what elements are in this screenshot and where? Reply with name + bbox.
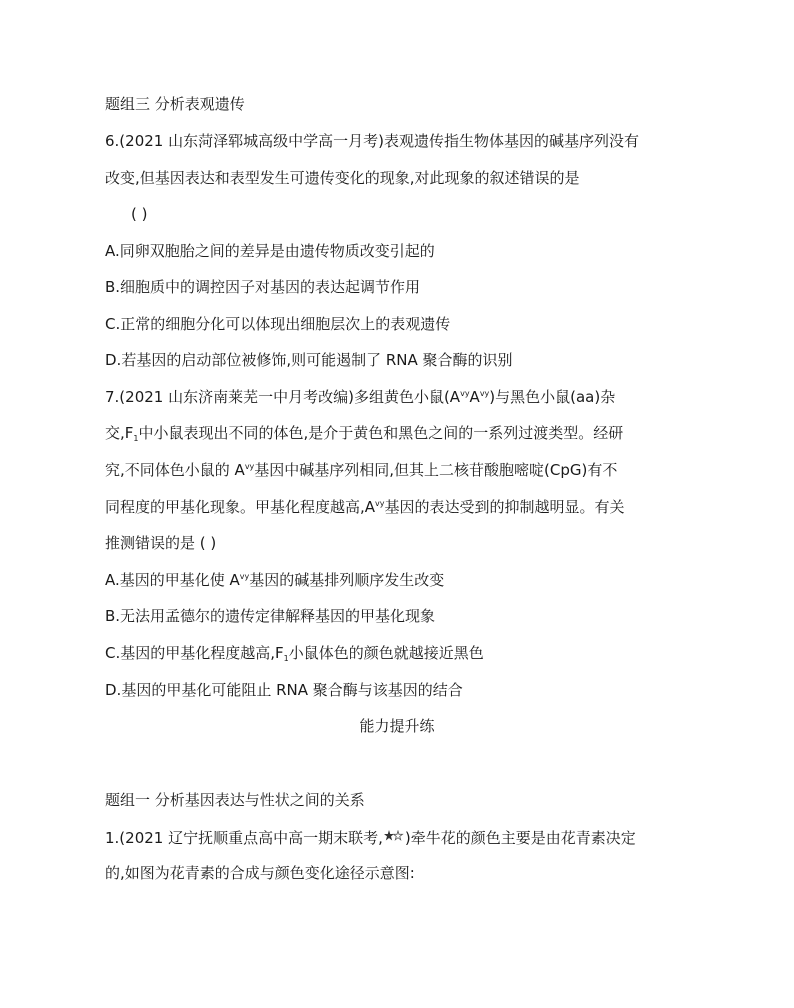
q7-option-d: D.基因的甲基化可能阻止 RNA 聚合酶与该基因的结合	[105, 681, 463, 699]
q7-stem-line3	[105, 460, 617, 480]
section3-heading: 题组三 分析表观遗传	[105, 95, 245, 113]
section-title: 能力提升练	[359, 717, 435, 735]
q6-stem-line1: 6.(2021 山东菏泽郓城高级中学高一月考)表观遗传指生物体基因的碱基序列没有	[105, 132, 639, 150]
q6-option-b: B.细胞质中的调控因子对基因的表达起调节作用	[105, 278, 421, 296]
q7-l1b: A	[469, 388, 480, 406]
difficulty-star-icon	[384, 827, 404, 839]
q7-l2a: 交,F	[105, 424, 134, 442]
q6-option-c: C.正常的细胞分化可以体现出细胞层次上的表观遗传	[105, 315, 451, 333]
q7-avy-sup2: vy	[479, 389, 490, 398]
q7-option-c	[105, 643, 484, 663]
q6-option-a: A.同卵双胞胎之间的差异是由遗传物质改变引起的	[105, 242, 435, 260]
q6-stem-line2: 改变,但基因表达和表型发生可遗传变化的现象,对此现象的叙述错误的是	[105, 169, 580, 187]
q7-optc-a: C.基因的甲基化程度越高,F	[105, 644, 284, 662]
q7-avy-sup: vy	[460, 389, 470, 398]
q7-option-b: B.无法用孟德尔的遗传定律解释基因的甲基化现象	[105, 607, 436, 625]
q7-stem-line4	[105, 497, 625, 517]
q1-l1b: )牵牛花的颜色主要是由花青素决定	[404, 829, 636, 847]
q7-opta-a: A.基因的甲基化使 A	[105, 571, 240, 589]
q7-f1-sub: 1	[133, 434, 139, 443]
q7-l3b: 基因中碱基序列相同,但其上二核苷酸胞嘧啶(CpG)有不	[254, 461, 618, 479]
q7-l1c: )与黑色小鼠(aa)杂	[489, 388, 616, 406]
q7-stem-line1	[105, 387, 615, 407]
q6-option-d: D.若基因的启动部位被修饰,则可能遏制了 RNA 聚合酶的识别	[105, 351, 513, 369]
q1-l1a: 1.(2021 辽宁抚顺重点高中高一期末联考,	[105, 829, 383, 847]
q7-l3a: 究,不同体色小鼠的 A	[105, 461, 245, 479]
q1-stem-line2: 的,如图为花青素的合成与颜色变化途径示意图:	[105, 864, 415, 882]
q7-avy-sup4: vy	[375, 499, 385, 508]
q7-l4b: 基因的表达受到的抑制越明显。有关	[384, 498, 625, 516]
q7-avy-sup3: vy	[244, 462, 255, 471]
q7-l2b: 中小鼠表现出不同的体色,是介于黄色和黑色之间的一系列过渡类型。经研	[138, 424, 624, 442]
q1-stem-line1	[105, 827, 636, 848]
q7-l4a: 同程度的甲基化现象。甲基化程度越高,A	[105, 498, 376, 516]
q7-optc-sub: 1	[283, 654, 289, 663]
q6-answer-bracket: ( )	[131, 205, 148, 223]
q7-opta-b: 基因的碱基排列顺序发生改变	[249, 571, 445, 589]
q7-opta-sup: vy	[239, 572, 250, 581]
q7-optc-b: 小鼠体色的颜色就越接近黑色	[288, 644, 484, 662]
q7-option-a	[105, 570, 444, 590]
q7-stem-line5: 推测错误的是 ( )	[105, 534, 217, 552]
q7-stem-line2	[105, 423, 623, 443]
q7-l1a: 7.(2021 山东济南莱芜一中月考改编)多组黄色小鼠(A	[105, 388, 461, 406]
section1-heading: 题组一 分析基因表达与性状之间的关系	[105, 791, 365, 809]
